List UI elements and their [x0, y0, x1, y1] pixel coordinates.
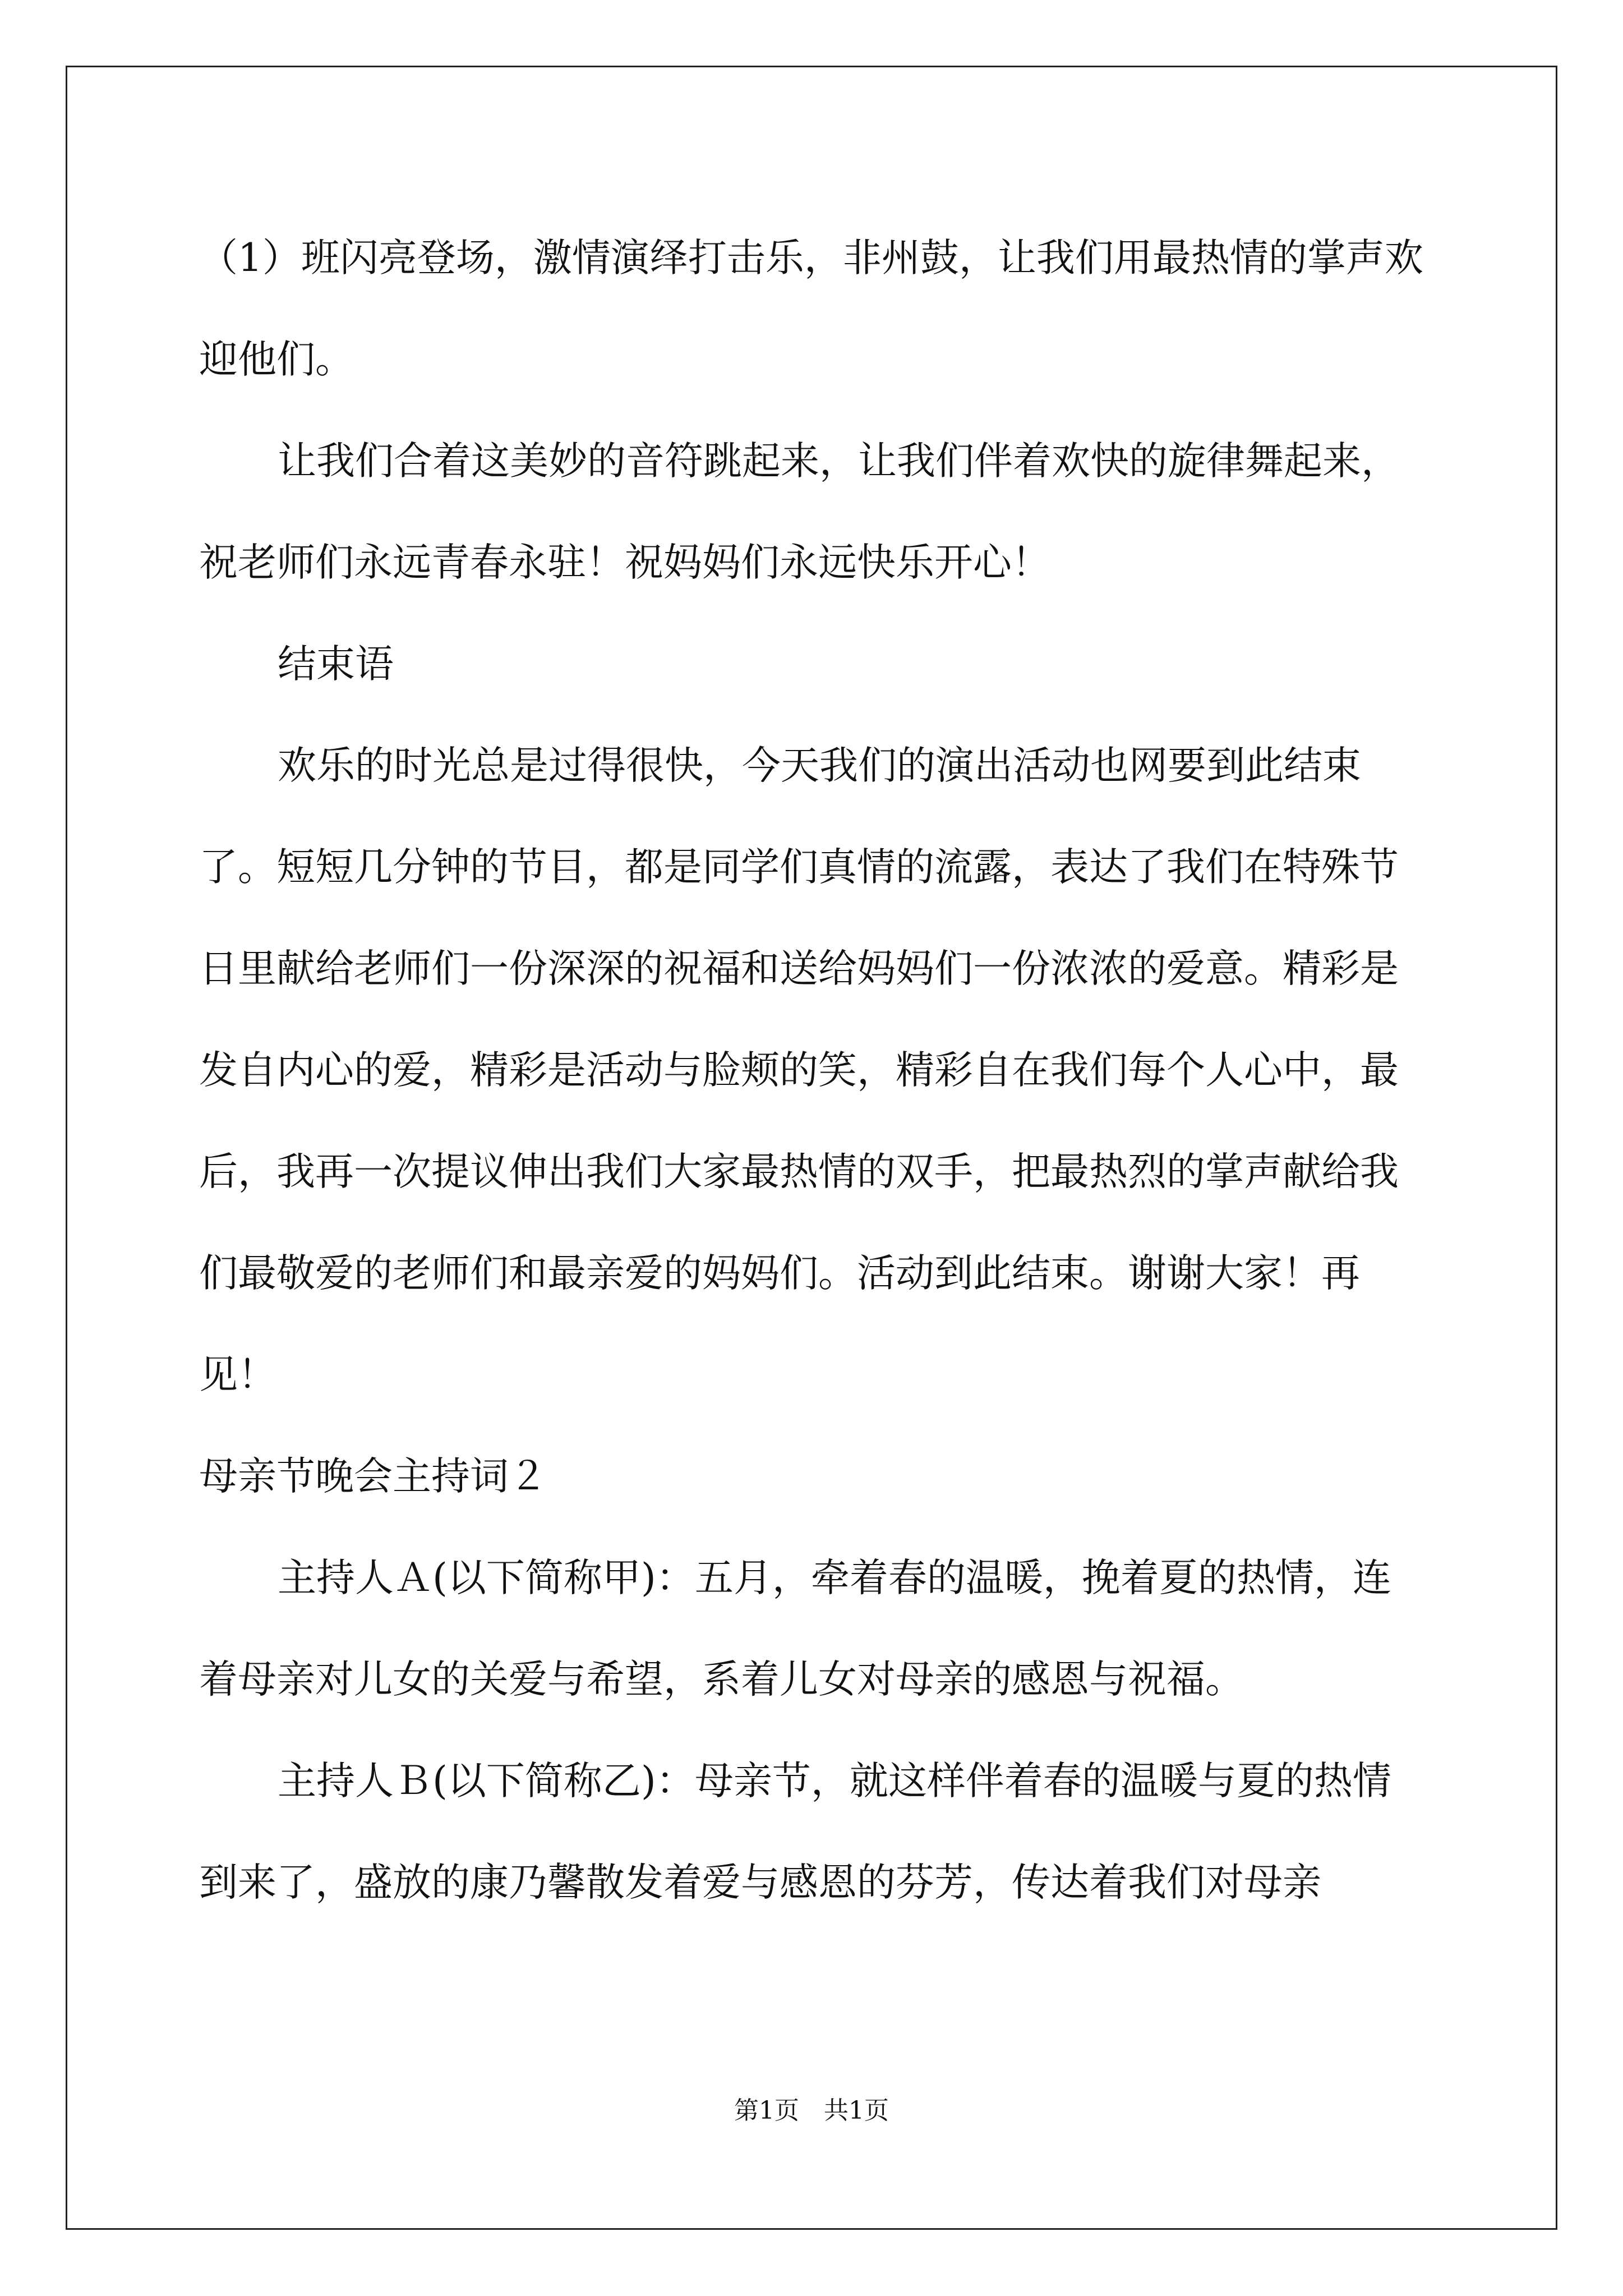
section-heading-closing: 结束语	[278, 642, 394, 687]
page-number-footer: 第1页 共1页	[734, 2096, 889, 2125]
paragraph-wishes: 让我们合着这美妙的音符跳起来，让我们伴着欢快的旋律舞起来，祝老师们永远青春永驻！祝妈妈们永远快乐开心！	[199, 439, 1400, 585]
paragraph-host-a: 主持人Ａ(以下简称甲)：五月，牵着春的温暖，挽着夏的热情，连着母亲对儿女的关爱与希望，系着儿女对母亲的感恩与祝福。	[199, 1556, 1391, 1702]
paragraph-closing-remarks: 欢乐的时光总是过得很快，今天我们的演出活动也网要到此结束了。短短几分钟的节目，都是同学们真情的流露，表达了我们在特殊节日里献给老师们一份深深的祝福和送给妈妈们一份浓浓的爱意。精彩是发自内心的爱，精彩是活动与脸颊的笑，精彩自在我们每个人心中，最后，我再一次提议伸出我们大家最热情的双手，把最热烈的掌声献给我们最敬爱的老师们和最亲爱的妈妈们。活动到此结束。谢谢大家！再见！	[199, 743, 1399, 1397]
paragraph-host-b: 主持人Ｂ(以下简称乙)：母亲节，就这样伴着春的温暖与夏的热情到来了，盛放的康乃馨散发着爱与感恩的芬芳，传达着我们对母亲	[199, 1759, 1391, 1905]
section-title-host-script-2: 母亲节晚会主持词２	[199, 1454, 547, 1499]
document-body	[199, 208, 1427, 1934]
paragraph-class-performance: （1）班闪亮登场，激情演绎打击乐，非州鼓，让我们用最热情的掌声欢迎他们。	[199, 236, 1423, 382]
